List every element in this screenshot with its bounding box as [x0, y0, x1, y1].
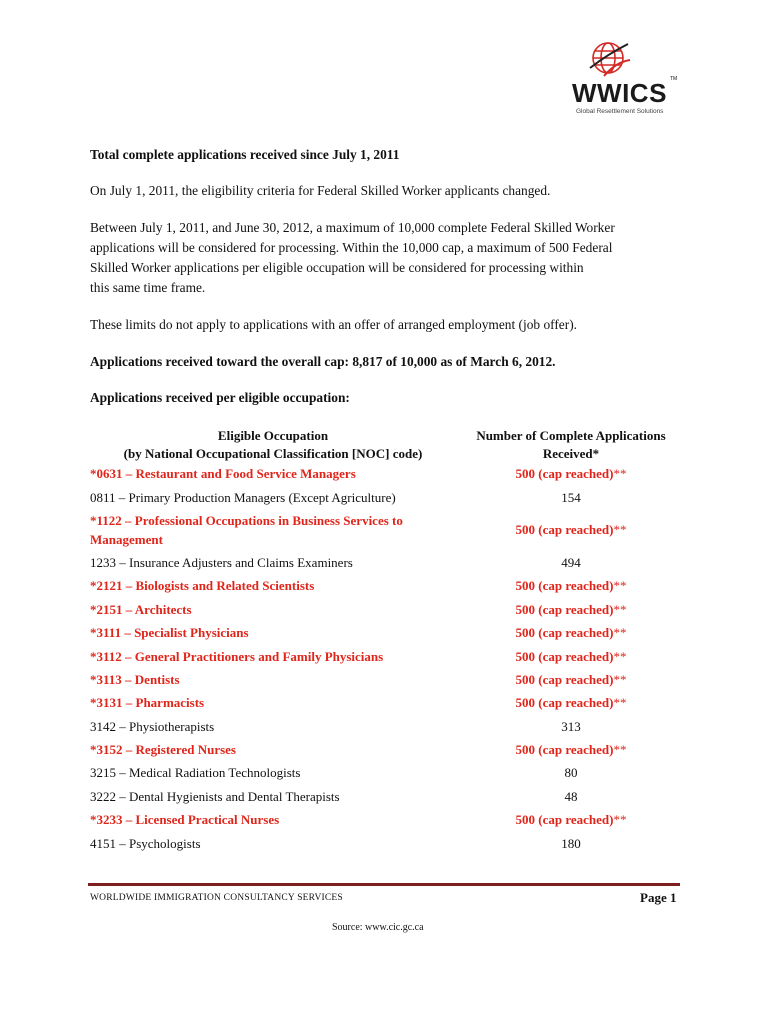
count-value: 500 (cap reached) — [515, 466, 614, 482]
paragraph-eligibility: On July 1, 2011, the eligibility criteria for Federal Skilled Worker applicants changed. — [90, 183, 551, 198]
column-header-occupation — [86, 427, 460, 463]
table-row — [86, 669, 682, 692]
table-row — [86, 622, 682, 645]
per-occupation-heading: Applications received per eligible occupation: — [90, 390, 350, 405]
footnote-marker: ** — [613, 742, 627, 758]
count-cell — [460, 510, 682, 552]
footnote-marker: ** — [613, 578, 627, 594]
page-number: Page 1 — [640, 890, 677, 905]
count-cell — [460, 463, 682, 486]
table-row — [86, 785, 682, 808]
count-value: 500 (cap reached) — [515, 578, 614, 594]
count-value: 494 — [561, 555, 581, 571]
count-cell — [460, 762, 682, 785]
count-value: 500 (cap reached) — [515, 812, 614, 828]
column-header-occupation-line1: Eligible Occupation — [217, 428, 329, 443]
footer-rule — [88, 883, 680, 886]
logo-tagline: Global Resettlement Solutions — [576, 108, 664, 115]
occupation-cell: *3112 – General Practitioners and Family Physicians — [90, 648, 384, 664]
count-cell — [460, 486, 682, 509]
count-value: 500 (cap reached) — [515, 671, 614, 687]
count-cell — [460, 598, 682, 621]
count-cell — [460, 669, 682, 692]
count-value: 180 — [561, 835, 581, 851]
column-header-occupation-line2: (by National Occupational Classification [NOC] code) — [123, 446, 423, 461]
occupation-cell: 3142 – Physiotherapists — [90, 718, 215, 734]
table-row — [86, 809, 682, 832]
occupation-cell: 1233 – Insurance Adjusters and Claims Examiners — [90, 555, 353, 571]
column-header-count — [460, 427, 682, 463]
occupation-cell: *1122 – Professional Occupations in Business Services to Management — [90, 513, 403, 547]
occupation-cell: 3222 – Dental Hygienists and Dental Therapists — [90, 788, 340, 804]
table-row — [86, 692, 682, 715]
footnote-marker: ** — [613, 601, 627, 617]
count-cell — [460, 785, 682, 808]
occupation-cell: *2151 – Architects — [90, 601, 192, 617]
occupation-cell: *3131 – Pharmacists — [90, 695, 205, 711]
source-citation: Source: www.cic.gc.ca — [332, 922, 424, 933]
count-cell — [460, 575, 682, 598]
overall-cap-line: Applications received toward the overall cap: 8,817 of 10,000 as of March 6, 2012. — [90, 354, 556, 369]
table-row — [86, 715, 682, 738]
occupation-cell: 3215 – Medical Radiation Technologists — [90, 765, 301, 781]
column-header-count-line1: Number of Complete Applications — [476, 428, 666, 443]
count-value: 80 — [564, 765, 578, 781]
table-row — [86, 486, 682, 509]
count-value: 154 — [561, 489, 581, 505]
table-row — [86, 832, 682, 855]
occupation-cell: *3233 – Licensed Practical Nurses — [90, 812, 280, 828]
table-row — [86, 762, 682, 785]
paragraph-exemption: These limits do not apply to applications with an offer of arranged employment (job offer). — [90, 317, 578, 332]
count-value: 313 — [561, 718, 581, 734]
count-cell — [460, 809, 682, 832]
table-row — [86, 575, 682, 598]
occupation-cell: 0811 – Primary Production Managers (Except Agriculture) — [90, 489, 396, 505]
count-cell — [460, 715, 682, 738]
paragraph-limits-line: applications will be considered for processing. Within the 10,000 cap, a maximum of 500 Federal — [90, 240, 613, 255]
occupation-table — [86, 427, 682, 856]
company-logo-text: WWICS — [572, 78, 667, 108]
table-row — [86, 552, 682, 575]
trademark-mark: TM — [670, 76, 678, 82]
footnote-marker: ** — [613, 522, 627, 538]
table-row — [86, 645, 682, 668]
count-cell — [460, 622, 682, 645]
occupation-table-body — [86, 463, 682, 856]
footnote-marker: ** — [613, 625, 627, 641]
table-header-row — [86, 427, 682, 463]
count-value: 500 (cap reached) — [515, 601, 614, 617]
paragraph-limits — [90, 218, 690, 298]
footnote-marker: ** — [613, 648, 627, 664]
occupation-cell: *3111 – Specialist Physicians — [90, 625, 249, 641]
occupation-cell: *3152 – Registered Nurses — [90, 742, 236, 758]
footer-company: WORLDWIDE IMMIGRATION CONSULTANCY SERVICES — [90, 893, 343, 903]
count-cell — [460, 552, 682, 575]
paragraph-limits-line: Skilled Worker applications per eligible occupation will be considered for processing within — [90, 260, 584, 275]
occupation-cell: *3113 – Dentists — [90, 671, 180, 687]
count-value: 500 (cap reached) — [515, 648, 614, 664]
column-header-count-line2: Received* — [542, 446, 600, 461]
footnote-marker: ** — [613, 812, 627, 828]
count-cell — [460, 832, 682, 855]
count-cell — [460, 692, 682, 715]
occupation-cell: *0631 – Restaurant and Food Service Managers — [90, 466, 356, 482]
footnote-marker: ** — [613, 671, 627, 687]
occupation-cell: *2121 – Biologists and Related Scientists — [90, 578, 315, 594]
paragraph-limits-line: Between July 1, 2011, and June 30, 2012, a maximum of 10,000 complete Federal Skilled Worker — [90, 220, 615, 235]
document-heading: Total complete applications received since July 1, 2011 — [90, 147, 400, 162]
table-row — [86, 598, 682, 621]
count-cell — [460, 739, 682, 762]
footnote-marker: ** — [613, 695, 627, 711]
table-row — [86, 463, 682, 486]
occupation-cell: 4151 – Psychologists — [90, 835, 201, 851]
count-value: 500 (cap reached) — [515, 625, 614, 641]
paragraph-limits-line: this same time frame. — [90, 280, 206, 295]
count-value: 500 (cap reached) — [515, 742, 614, 758]
count-value: 48 — [564, 788, 578, 804]
table-row — [86, 510, 682, 552]
footnote-marker: ** — [613, 466, 627, 482]
count-value: 500 (cap reached) — [515, 522, 614, 538]
table-row — [86, 739, 682, 762]
count-value: 500 (cap reached) — [515, 695, 614, 711]
count-cell — [460, 645, 682, 668]
